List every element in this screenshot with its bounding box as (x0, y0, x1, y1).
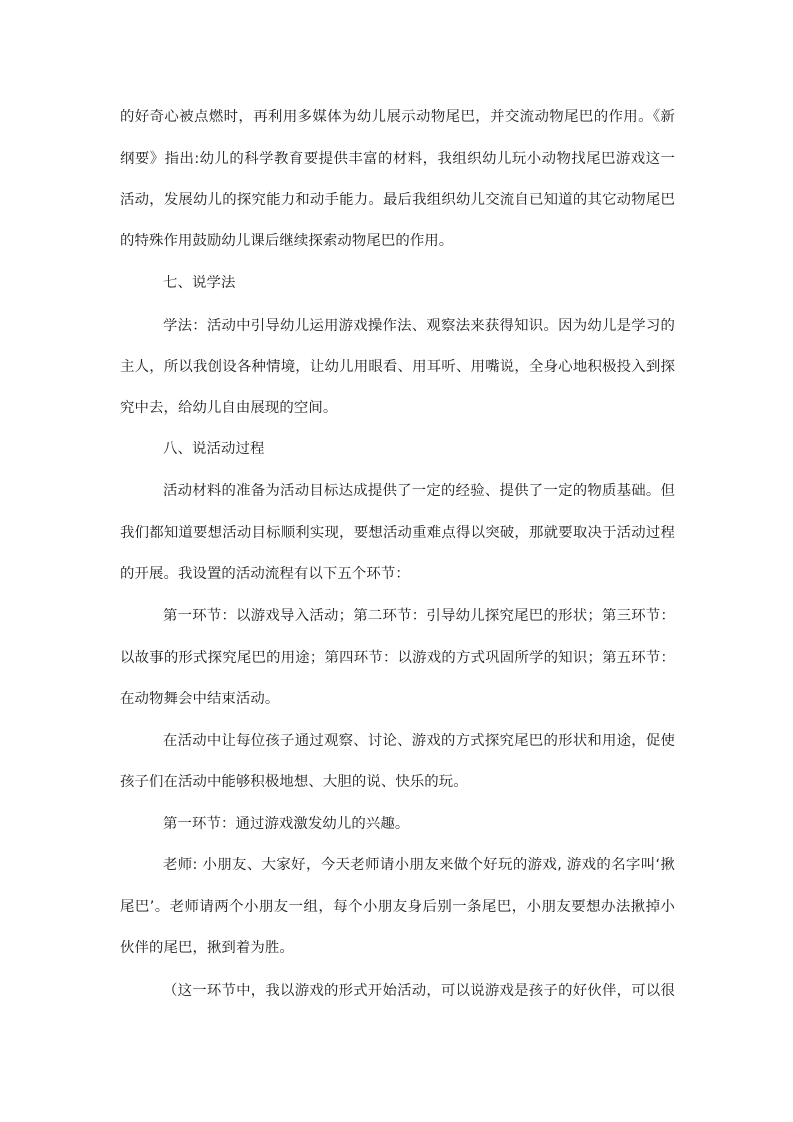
body-text-line: 第一环节：通过游戏激发幼儿的兴趣。 (163, 816, 410, 832)
body-text-line: 的好奇心被点燃时，再利用多媒体为幼儿展示动物尾巴，并交流动物尾巴的作用。《新 (120, 109, 675, 125)
body-text-line: 以故事的形式探究尾巴的用途；第四环节：以游戏的方式巩固所学的知识；第五环节： (120, 650, 675, 666)
body-text-line: 学法：活动中引导幼儿运用游戏操作法、观察法来获得知识。因为幼儿是学习的 (163, 318, 675, 334)
body-text-line: 究中去，给幼儿自由展现的空间。 (120, 400, 338, 416)
body-text-line: 第一环节：以游戏导入活动；第二环节：引导幼儿探究尾巴的形状；第三环节： (163, 608, 675, 624)
body-text-line: 活动材料的准备为活动目标达成提供了一定的经验、提供了一定的物质基础。但 (163, 483, 675, 499)
body-text-line: 主人，所以我创设各种情境，让幼儿用眼看、用耳听、用嘴说，全身心地积极投入到探 (120, 359, 675, 375)
body-text-line: （这一环节中，我以游戏的形式开始活动，可以说游戏是孩子的好伙伴，可以很 (163, 983, 675, 999)
body-text-line: 伙伴的尾巴，揪到着为胜。 (120, 940, 294, 956)
body-text-line: 在活动中让每位孩子通过观察、讨论、游戏的方式探究尾巴的形状和用途，促使 (163, 733, 675, 749)
body-text-line: 的开展。我设置的活动流程有以下五个环节： (120, 566, 410, 582)
body-text-line: 的特殊作用鼓励幼儿课后继续探索动物尾巴的作用。 (120, 233, 454, 249)
body-text-line: 老师: 小朋友、大家好，今天老师请小朋友来做个好玩的游戏, 游戏的名字叫‘揪 (163, 857, 675, 873)
body-text-line: 孩子们在活动中能够积极地想、大胆的说、快乐的玩。 (120, 774, 468, 790)
section-heading: 七、说学法 (163, 275, 236, 291)
body-text-line: 在动物舞会中结束活动。 (120, 691, 280, 707)
body-text-line: 纲要》指出:幼儿的科学教育要提供丰富的材料，我组织幼儿玩小动物找尾巴游戏这一 (120, 151, 675, 167)
body-text-line: 我们都知道要想活动目标顺利实现，要想活动重难点得以突破，那就要取决于活动过程 (120, 525, 675, 541)
section-heading: 八、说活动过程 (163, 441, 265, 457)
body-text-line: 活动，发展幼儿的探究能力和动手能力。最后我组织幼儿交流自已知道的其它动物尾巴 (120, 192, 675, 208)
body-text-line: 尾巴’。老师请两个小朋友一组，每个小朋友身后别一条尾巴，小朋友要想办法揪掉小 (120, 899, 675, 915)
